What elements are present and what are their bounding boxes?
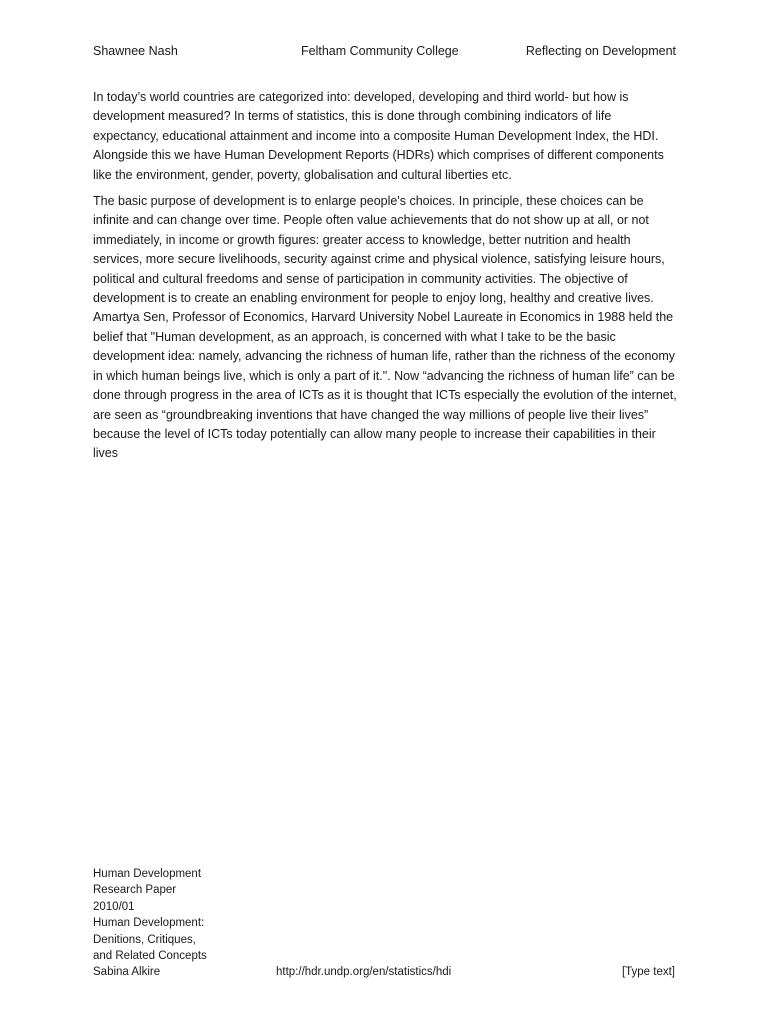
body-paragraph-1: In today’s world countries are categorized into: developed, developing and third world- but how is development measured? In terms of statistics, this is done through combining indicators of life expectancy, educational attainment and income into a composite Human Development Index, the HDI. Alongside this we have Human Development Reports (HDRs) which comprises of different components like the environment, gender, poverty, globalisation and cultural liberties etc. bbox=[93, 90, 664, 182]
footer-reference-line: Denitions, Critiques, bbox=[93, 933, 196, 946]
footer-reference-line: and Related Concepts bbox=[93, 950, 207, 963]
footer-reference-line: 2010/01 bbox=[93, 900, 135, 913]
footer-reference-line: Human Development: bbox=[93, 917, 205, 930]
body-paragraph-2: The basic purpose of development is to enlarge people's choices. In principle, these choices can be infinite and can change over time. People often value achievements that do not show up at all, or not immediately, in income or growth figures: greater access to knowledge, better nutrition and health services, more secure livelihoods, security against crime and physical violence, satisfying leisure hours, political and cultural freedoms and sense of participation in community activities. The objective of development is to create an enabling environment for people to enjoy long, healthy and creative lives. Amartya Sen, Professor of Economics, Harvard University Nobel Laureate in Economics in 1988 held the belief that "Human development, as an approach, is concerned with what I take to be the basic development idea: namely, advancing the richness of human life, rather than the richness of the economy in which human beings live, which is only a part of it.". Now “advancing the richness of human life” can be done through progress in the area of ICTs as it is thought that ICTs especially the evolution of the internet, are seen as “groundbreaking inventions that have changed the way millions of people live their lives” because the level of ICTs today potentially can allow many people to increase their capabilities in their lives bbox=[93, 194, 677, 461]
page-header bbox=[93, 42, 676, 60]
footer-reference bbox=[93, 866, 293, 981]
header-author: Shawnee Nash bbox=[93, 44, 178, 58]
footer-url: http://hdr.undp.org/en/statistics/hdi bbox=[276, 966, 452, 978]
footer-reference-line: Research Paper bbox=[93, 884, 177, 897]
header-institution: Feltham Community College bbox=[301, 44, 459, 58]
footer-placeholder: [Type text] bbox=[621, 966, 675, 978]
footer-reference-line: Human Development bbox=[93, 868, 202, 880]
footer-reference-author: Sabina Alkire bbox=[93, 966, 161, 979]
header-title: Reflecting on Development bbox=[525, 44, 676, 58]
document-body bbox=[93, 88, 678, 471]
